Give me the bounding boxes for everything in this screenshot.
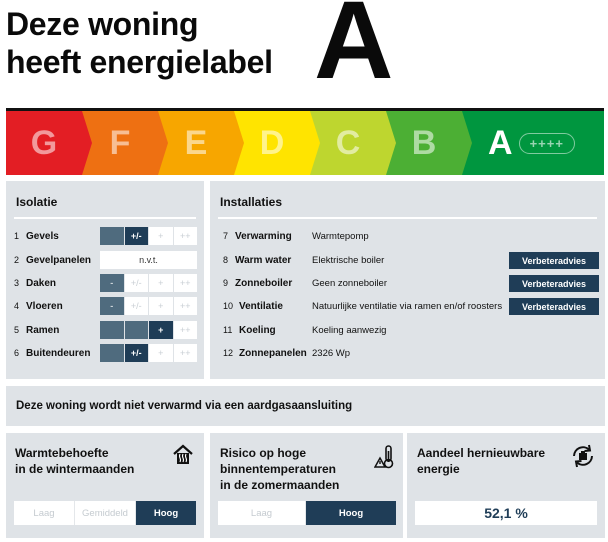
row-number: 1 [14,231,20,241]
installatie-row [223,321,276,339]
warmtebehoefte-panel [6,433,204,538]
title-line-2: heeft energielabel [6,44,273,80]
rating-cell [100,321,124,339]
rating-cell: +/- [125,344,149,362]
energy-class-letter: G [30,123,58,162]
plus-badge: ++++ [519,133,575,154]
row-label: Daken [26,277,57,289]
rating-cell: ++ [174,344,198,362]
installatie-row [223,344,307,362]
energy-class-e [158,111,234,175]
isolatie-title: Isolatie [16,195,58,209]
row-label: Ventilatie [239,300,283,312]
installaties-title: Installaties [220,195,283,209]
installaties-panel [210,181,605,379]
energy-class-letter: F [109,123,131,162]
row-label: Gevels [26,230,59,242]
risico-title: Risico op hoge binnentemperaturen in de zomermaanden [220,446,340,492]
energy-label-letter: A [314,0,394,102]
energy-class-letter: C [335,123,361,162]
rating-cell: + [149,321,173,339]
hernieuwbaar-value: 52,1 % [415,501,597,525]
isolatie-row [14,274,56,292]
rating-scale [100,344,198,362]
row-number: 2 [14,255,20,265]
thermometer-warning-icon [374,445,396,469]
row-number: 12 [223,348,234,358]
rating-scale [100,297,198,315]
isolatie-row [14,321,59,339]
rating-cell [100,227,124,245]
title-line-1: Deze woning [6,6,199,42]
row-number: 3 [14,278,20,288]
risico-panel [210,433,403,538]
row-label: Buitendeuren [26,347,91,359]
isolatie-row [14,297,63,315]
row-number: 5 [14,325,20,335]
row-label: Verwarming [235,230,292,242]
isolatie-row [14,227,59,245]
energy-class-letter: D [259,123,285,162]
rating-scale [100,274,198,292]
warmtebehoefte-title: Warmtebehoefte in de wintermaanden [15,446,135,476]
energy-class-letter: A [488,123,513,162]
verbeteradvies-button[interactable]: Verbeteradvies [509,275,599,292]
energy-class-a [462,111,604,175]
row-label: Warm water [235,254,292,266]
house-heat-icon [172,444,194,466]
verbeteradvies-button[interactable]: Verbeteradvies [509,298,599,315]
rating-cell: +/- [125,297,149,315]
rating-cell: + [149,297,173,315]
row-number: 8 [223,255,229,265]
isolatie-row [14,251,91,269]
installatie-row [223,297,283,315]
isolatie-panel [6,181,204,379]
row-number: 4 [14,301,20,311]
row-label: Vloeren [26,300,63,312]
rating-cell: + [149,344,173,362]
option-laag: Laag [218,501,306,525]
not-applicable-value: n.v.t. [100,251,197,269]
divider [218,217,597,219]
divider [14,217,196,219]
isolatie-row [14,344,90,362]
energy-class-letter: E [184,123,208,162]
rating-scale [100,321,198,339]
option-hoog-selected: Hoog [306,501,396,525]
energy-class-b [386,111,462,175]
row-value: Koeling aanwezig [312,324,387,336]
row-number: 10 [223,301,234,311]
warmtebehoefte-scale [14,501,196,525]
rating-scale [100,227,198,245]
verbeteradvies-button[interactable]: Verbeteradvies [509,252,599,269]
installatie-row [223,251,291,269]
rating-cell: ++ [174,274,198,292]
energy-class-c [310,111,386,175]
rating-scale [100,251,197,269]
energy-class-g [6,111,82,175]
hernieuwbaar-title: Aandeel hernieuwbare energie [417,446,546,476]
row-value: 2326 Wp [312,347,351,359]
installatie-row [223,227,292,245]
row-label: Zonneboiler [235,277,293,289]
energy-class-letter: B [411,123,437,162]
row-value: Geen zonneboiler [312,277,387,289]
row-label: Zonnepanelen [239,347,307,359]
row-label: Koeling [239,324,276,336]
rating-cell: +/- [125,227,149,245]
renewable-energy-icon [570,443,596,469]
installatie-row [223,274,292,292]
rating-cell: ++ [174,321,198,339]
row-label: Gevelpanelen [26,254,92,266]
rating-cell: ++ [174,297,198,315]
row-number: 6 [14,348,20,358]
row-number: 9 [223,278,229,288]
energy-class-f [82,111,158,175]
row-number: 7 [223,231,229,241]
row-number: 11 [223,325,233,335]
option-hoog-selected: Hoog [136,501,196,525]
rating-cell [100,344,124,362]
energy-class-d [234,111,310,175]
rating-cell: + [149,227,173,245]
row-value: Natuurlijke ventilatie via ramen en/of roosters [312,300,503,312]
rating-cell: +/- [125,274,149,292]
energy-scale-bar [6,111,604,175]
gas-notice-panel [6,386,605,426]
risico-scale [218,501,396,525]
gas-notice-text: Deze woning wordt niet verwarmd via een aardgasaansluiting [16,400,353,412]
row-label: Ramen [26,324,60,336]
hernieuwbaar-panel [407,433,605,538]
row-value: Warmtepomp [312,230,369,242]
rating-cell: ++ [174,227,198,245]
rating-cell: - [100,274,124,292]
row-value: Elektrische boiler [312,254,385,266]
rating-cell: - [100,297,124,315]
rating-cell: + [149,274,173,292]
option-gemiddeld: Gemiddeld [75,501,136,525]
rating-cell [125,321,149,339]
option-laag: Laag [14,501,75,525]
